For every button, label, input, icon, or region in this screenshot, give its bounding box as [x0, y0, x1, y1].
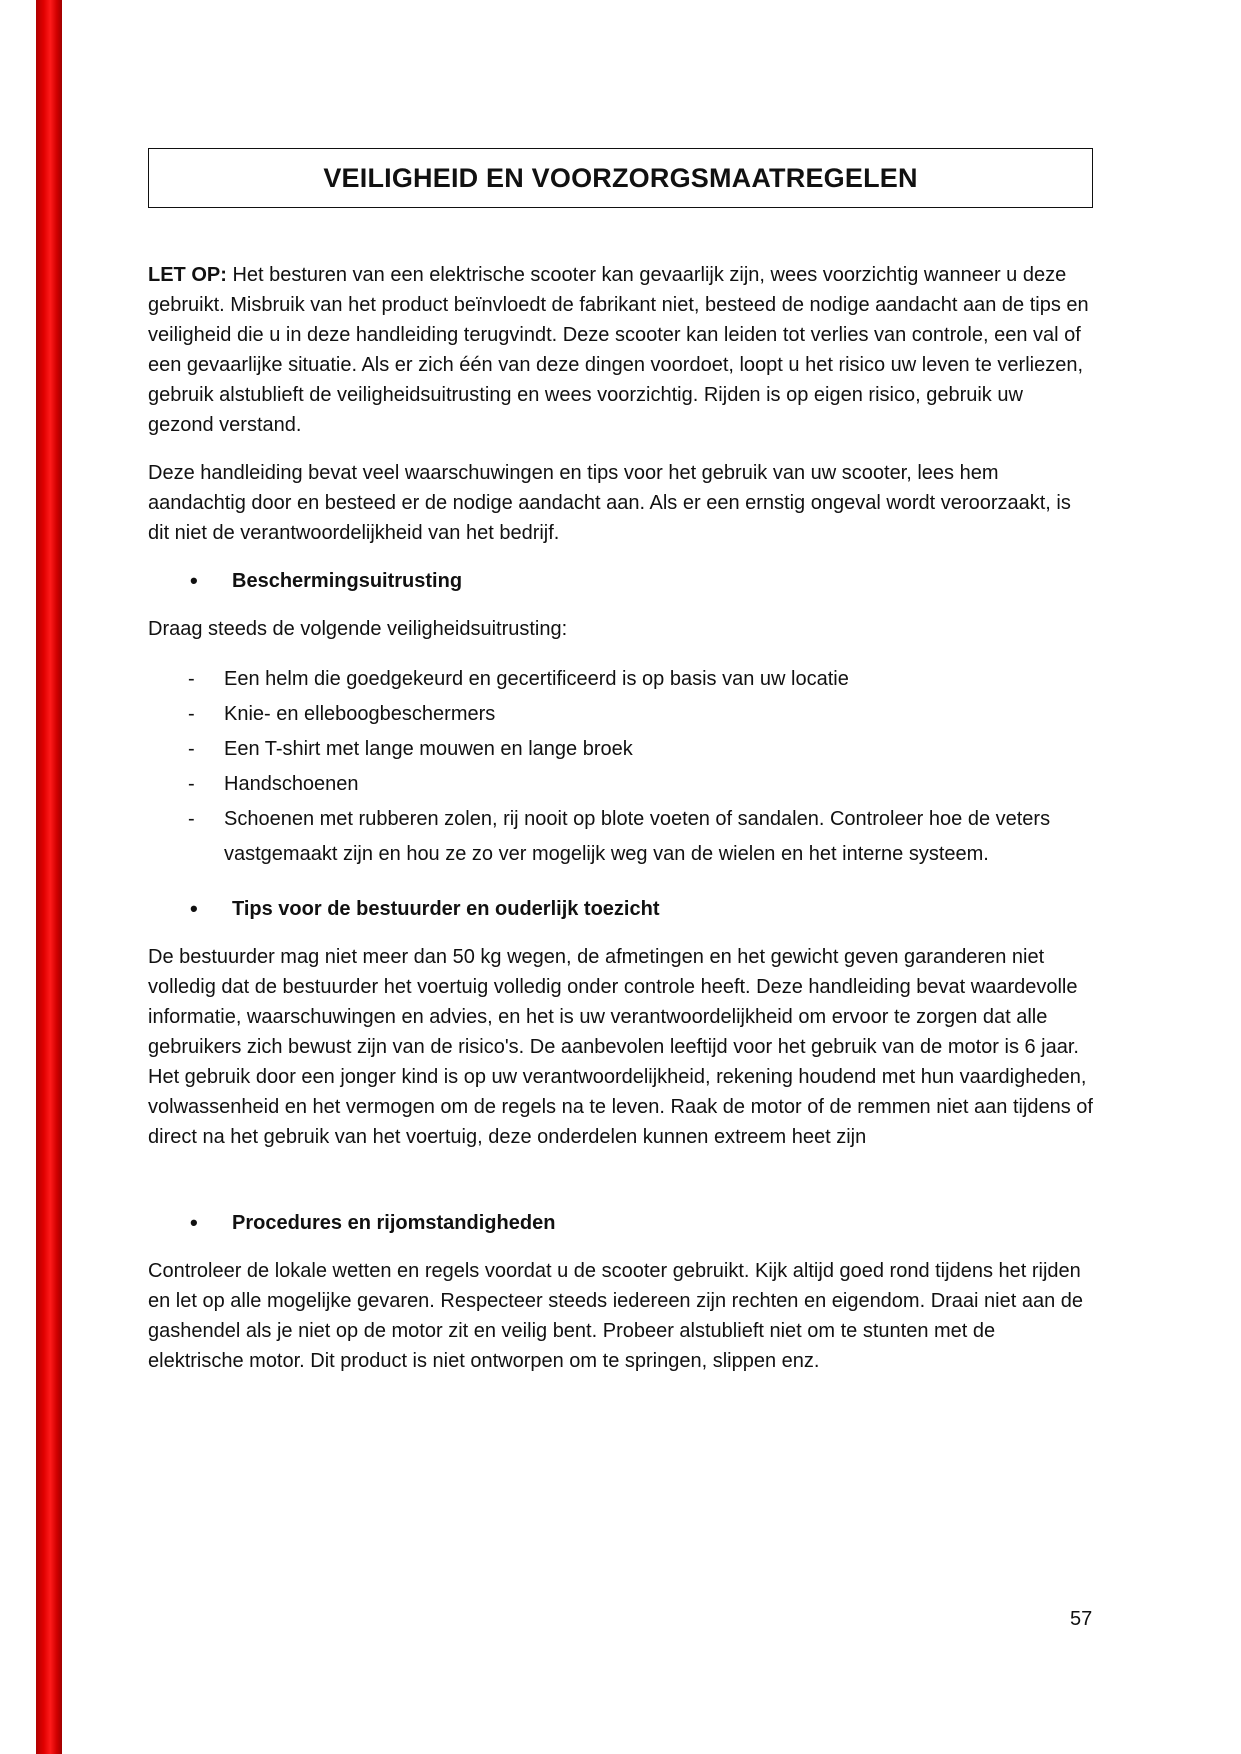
page-title: VEILIGHEID EN VOORZORGSMAATREGELEN [323, 162, 918, 193]
vertical-spacer [148, 1170, 1093, 1208]
intro-text: Het besturen van een elektrische scooter kan gevaarlijk zijn, wees voorzichtig wanneer u deze gebruikt. Misbruik van het product beïnvloedt de fabrikant niet, besteed de nodige aandacht aan de tips en veiligheid die u in deze handleiding terugvindt. Deze scooter kan leiden tot verlies van controle, een val of een gevaarlijke situatie. Als er zich één van deze dingen voordoet, loopt u het risico uw leven te verliezen, gebruik alstublieft de veiligheidsuitrusting en wees voorzichtig. Rijden is op eigen risico, gebruik uw gezond verstand. [148, 264, 1089, 436]
intro-paragraph [148, 260, 1093, 440]
responsibility-paragraph: Deze handleiding bevat veel waarschuwingen en tips voor het gebruik van uw scooter, lees hem aandachtig door en besteed er de nodige aandacht aan. Als er een ernstig ongeval wordt veroorzaakt, is dit niet de verantwoordelijkheid van het bedrijf. [148, 462, 1071, 544]
protection-intro: Draag steeds de volgende veiligheidsuitrusting: [148, 618, 568, 640]
bullet-icon: • [190, 568, 198, 593]
section-heading-driver-tips [148, 894, 1093, 924]
page-number: 57 [1070, 1608, 1093, 1630]
dash-icon: - [188, 773, 195, 795]
driver-tips-paragraph: De bestuurder mag niet meer dan 50 kg wegen, de afmetingen en het gewicht geven garanderen niet volledig dat de bestuurder het voertuig volledig onder controle heeft. Deze handleiding bevat waardevolle informatie, waarschuwingen en advies, en het is uw verantwoordelijkheid om ervoor te zorgen dat alle gebruikers zich bewust zijn van de risico's. De aanbevolen leeftijd voor het gebruik van de motor is 6 jaar. Het gebruik door een jonger kind is op uw verantwoordelijkheid, rekening houdend met hun vaardigheden, volwassenheid en het vermogen om de regels na te leven. Raak de motor of de remmen niet aan tijdens of direct na het gebruik van het voertuig, deze onderdelen kunnen extreem heet zijn [148, 946, 1093, 1148]
side-accent-bar [36, 0, 62, 1754]
list-item: - Schoenen met rubberen zolen, rij nooit op blote voeten of sandalen. Controleer hoe de veters vastgemaakt zijn en hou ze zo ver mogelijk weg van de wielen en het interne systeem. [148, 802, 1093, 872]
list-item: - Een T-shirt met lange mouwen en lange broek [148, 732, 1093, 767]
list-item: - Een helm die goedgekeurd en gecertificeerd is op basis van uw locatie [148, 662, 1093, 697]
intro-label: LET OP: [148, 264, 227, 286]
page-content [148, 148, 1093, 1394]
section-heading-procedures [148, 1208, 1093, 1238]
list-item: - Handschoenen [148, 767, 1093, 802]
section-heading-protection [148, 566, 1093, 596]
bullet-icon: • [190, 1210, 198, 1235]
list-item: - Knie- en elleboogbeschermers [148, 697, 1093, 732]
section-heading-label: Beschermingsuitrusting [232, 570, 463, 592]
dash-icon: - [188, 738, 195, 760]
procedures-paragraph: Controleer de lokale wetten en regels voordat u de scooter gebruikt. Kijk altijd goed rond tijdens het rijden en let op alle mogelijke gevaren. Respecteer steeds iedereen zijn rechten en eigendom. Draai niet aan de gashendel als je niet op de motor zit en veilig bent. Probeer alstublieft niet om te stunten met de elektrische motor. Dit product is niet ontworpen om te springen, slippen enz. [148, 1260, 1084, 1372]
section-heading-label: Procedures en rijomstandigheden [232, 1212, 556, 1234]
section-heading-label: Tips voor de bestuurder en ouderlijk toezicht [232, 898, 660, 920]
dash-icon: - [188, 668, 195, 690]
protection-list [148, 662, 1093, 872]
bullet-icon: • [190, 896, 198, 921]
dash-icon: - [188, 703, 195, 725]
dash-icon: - [188, 808, 195, 830]
title-box [148, 148, 1093, 208]
